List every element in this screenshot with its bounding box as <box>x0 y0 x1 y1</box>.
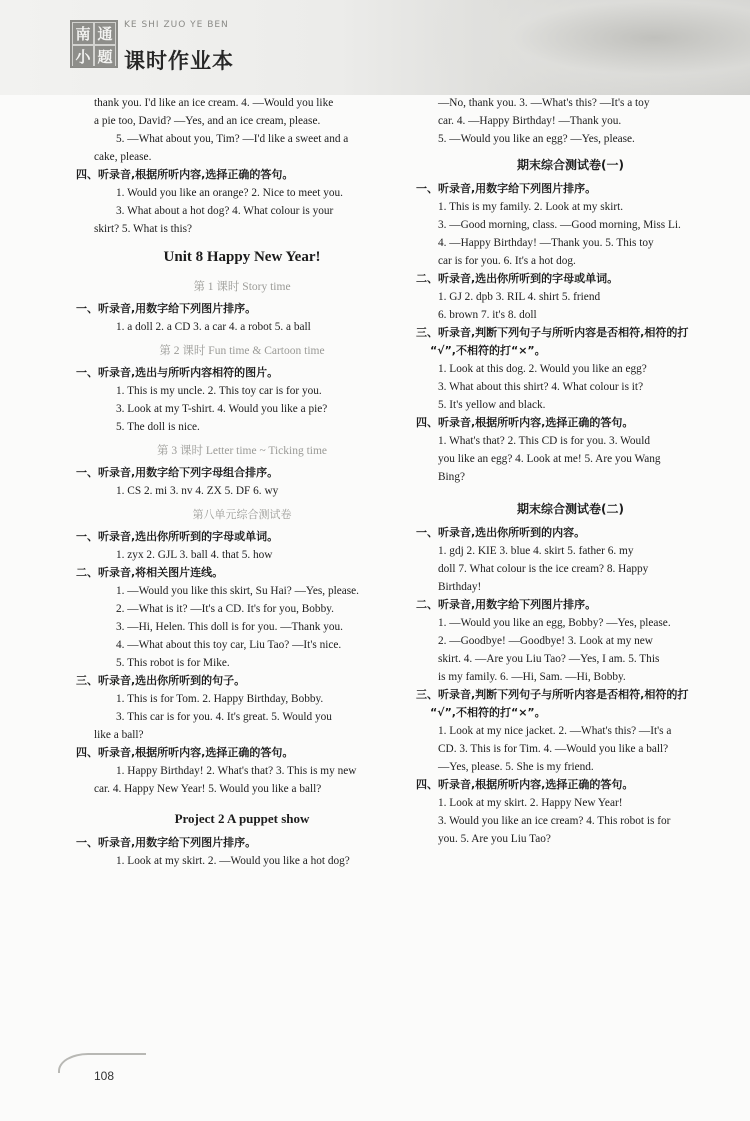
answer-line: 1. Look at my skirt. 2. Happy New Year! <box>438 797 623 809</box>
lesson-title: 第 3 课时 Letter time ~ Ticking time <box>156 445 328 457</box>
section-heading: 二、听录音,将相关图片连线。 <box>76 566 224 579</box>
section-heading: 二、听录音,用数字给下列图片排序。 <box>416 598 597 611</box>
answer-line: 1. a doll 2. a CD 3. a car 4. a robot 5. a ball <box>116 321 311 333</box>
answer-line: 1. Look at my skirt. 2. —Would you like a hot dog? <box>116 855 350 867</box>
answer-line: 1. —Would you like this skirt, Su Hai? —Yes, please. <box>116 585 360 597</box>
lesson-title: 第 1 课时 Story time <box>193 281 291 293</box>
answer-line: 3. What about a hot dog? 4. What colour is your <box>116 205 334 217</box>
answer-line: 1. Look at this dog. 2. Would you like an egg? <box>438 363 647 375</box>
answer-line: —Yes, please. 5. She is my friend. <box>438 761 594 773</box>
answer-line: 3. This car is for you. 4. It's great. 5. Would you <box>116 711 332 723</box>
section-heading: 四、听录音,根据所听内容,选择正确的答句。 <box>416 778 634 791</box>
book-title: 课时作业本 <box>124 49 234 73</box>
section-heading: 一、听录音,选出你所听到的内容。 <box>416 526 586 539</box>
section-heading: 一、听录音,用数字给下列图片排序。 <box>76 302 257 315</box>
header-decoration <box>430 0 750 95</box>
lesson-title: 第 2 课时 Fun time & Cartoon time <box>159 345 325 357</box>
test-title: 第八单元综合测试卷 <box>192 508 292 521</box>
logo-char: 通 <box>95 23 115 44</box>
answer-line: 1. GJ 2. dpb 3. RIL 4. shirt 5. friend <box>438 291 601 303</box>
text-line: thank you. I'd like an ice cream. 4. —Would you like <box>94 97 334 109</box>
answer-line: Birthday! <box>438 581 482 593</box>
section-heading: 三、听录音,判断下列句子与所听内容是否相符,相符的打 <box>416 326 689 339</box>
answer-line: 1. Happy Birthday! 2. What's that? 3. This is my new <box>116 765 357 777</box>
answer-line: Bing? <box>438 471 465 483</box>
answer-line: 3. Would you like an ice cream? 4. This robot is for <box>438 815 671 827</box>
answer-line: 1. This is for Tom. 2. Happy Birthday, Bobby. <box>116 693 324 705</box>
answer-line: skirt. 4. —Are you Liu Tao? —Yes, I am. 5. This <box>438 653 660 665</box>
text-line: car. 4. —Happy Birthday! —Thank you. <box>438 115 622 127</box>
final-test-title: 期末综合测试卷(二) <box>517 502 624 516</box>
right-column <box>416 94 725 848</box>
answer-line: 4. —What about this toy car, Liu Tao? —It's nice. <box>116 639 342 651</box>
answer-line: CD. 3. This is for Tim. 4. —Would you like a ball? <box>438 743 669 755</box>
section-heading-cont: “√”,不相符的打“×”。 <box>430 706 546 719</box>
final-test-title: 期末综合测试卷(一) <box>517 158 624 172</box>
logo-char: 南 <box>73 23 93 44</box>
answer-line: 1. zyx 2. GJL 3. ball 4. that 5. how <box>116 549 273 561</box>
unit-title: Unit 8 Happy New Year! <box>163 249 321 265</box>
answer-line: 3. Look at my T-shirt. 4. Would you like a pie? <box>116 403 328 415</box>
logo-char: 题 <box>95 46 115 67</box>
section-heading: 四、听录音,根据所听内容,选择正确的答句。 <box>76 746 294 759</box>
section-heading: 二、听录音,选出你所听到的字母或单词。 <box>416 272 619 285</box>
answer-line: 4. —Happy Birthday! —Thank you. 5. This toy <box>438 237 654 249</box>
answer-line: 6. brown 7. it's 8. doll <box>438 309 537 321</box>
answer-line: 1. This is my uncle. 2. This toy car is for you. <box>116 385 322 397</box>
answer-line: 3. What about this shirt? 4. What colour is it? <box>438 381 644 393</box>
section-heading: 一、听录音,用数字给下列图片排序。 <box>416 182 597 195</box>
project-title: Project 2 A puppet show <box>174 811 310 826</box>
answer-line: 2. —Goodbye! —Goodbye! 3. Look at my new <box>438 635 653 647</box>
answer-line: is my family. 6. —Hi, Sam. —Hi, Bobby. <box>438 671 626 683</box>
section-heading: 三、听录音,选出你所听到的句子。 <box>76 674 246 687</box>
answer-line: 3. —Good morning, class. —Good morning, Miss Li. <box>438 219 681 231</box>
section-heading: 四、听录音,根据所听内容,选择正确的答句。 <box>416 416 634 429</box>
answer-line: 5. This robot is for Mike. <box>116 657 230 669</box>
answer-line: 1. Look at my nice jacket. 2. —What's this? —It's a <box>438 725 672 737</box>
logo-char: 小 <box>73 46 93 67</box>
answer-line: 1. What's that? 2. This CD is for you. 3. Would <box>438 435 650 447</box>
text-line: —No, thank you. 3. —What's this? —It's a toy <box>438 97 650 109</box>
answer-line: 1. CS 2. mi 3. nv 4. ZX 5. DF 6. wy <box>116 485 279 497</box>
left-column <box>76 94 390 870</box>
answer-line: 5. It's yellow and black. <box>438 399 546 411</box>
text-line: cake, please. <box>94 151 152 163</box>
answer-line: 1. Would you like an orange? 2. Nice to meet you. <box>116 187 343 199</box>
text-line: 5. —Would you like an egg? —Yes, please. <box>438 133 635 145</box>
text-line: a pie too, David? —Yes, and an ice cream, please. <box>94 115 321 127</box>
answer-line: you like an egg? 4. Look at me! 5. Are you Wang <box>438 453 661 465</box>
section-heading-cont: “√”,不相符的打“×”。 <box>430 344 546 357</box>
answer-line: 5. The doll is nice. <box>116 421 200 433</box>
answer-line: car. 4. Happy New Year! 5. Would you like a ball? <box>94 783 322 795</box>
section-heading: 四、听录音,根据所听内容,选择正确的答句。 <box>76 168 294 181</box>
answer-line: 1. —Would you like an egg, Bobby? —Yes, please. <box>438 617 671 629</box>
answer-line: 3. —Hi, Helen. This doll is for you. —Thank you. <box>116 621 343 633</box>
section-heading: 一、听录音,用数字给下列图片排序。 <box>76 836 257 849</box>
series-logo <box>70 20 118 68</box>
answer-line: skirt? 5. What is this? <box>94 223 192 235</box>
book-pinyin: KE SHI ZUO YE BEN <box>124 20 229 30</box>
section-heading: 一、听录音,选出你所听到的字母或单词。 <box>76 530 279 543</box>
answer-line: doll 7. What colour is the ice cream? 8. Happy <box>438 563 649 575</box>
section-heading: 一、听录音,用数字给下列字母组合排序。 <box>76 466 279 479</box>
section-heading: 三、听录音,判断下列句子与所听内容是否相符,相符的打 <box>416 688 689 701</box>
answer-line: 1. This is my family. 2. Look at my skirt. <box>438 201 624 213</box>
answer-line: like a ball? <box>94 729 144 741</box>
page-header <box>0 0 750 95</box>
answer-line: you. 5. Are you Liu Tao? <box>438 833 551 845</box>
section-heading: 一、听录音,选出与所听内容相符的图片。 <box>76 366 279 379</box>
text-line: 5. —What about you, Tim? —I'd like a sweet and a <box>116 133 349 145</box>
answer-line: car is for you. 6. It's a hot dog. <box>438 255 576 267</box>
answer-line: 1. gdj 2. KIE 3. blue 4. skirt 5. father 6. my <box>438 545 634 557</box>
page-number: 108 <box>94 1069 115 1083</box>
answer-line: 2. —What is it? —It's a CD. It's for you, Bobby. <box>116 603 334 615</box>
